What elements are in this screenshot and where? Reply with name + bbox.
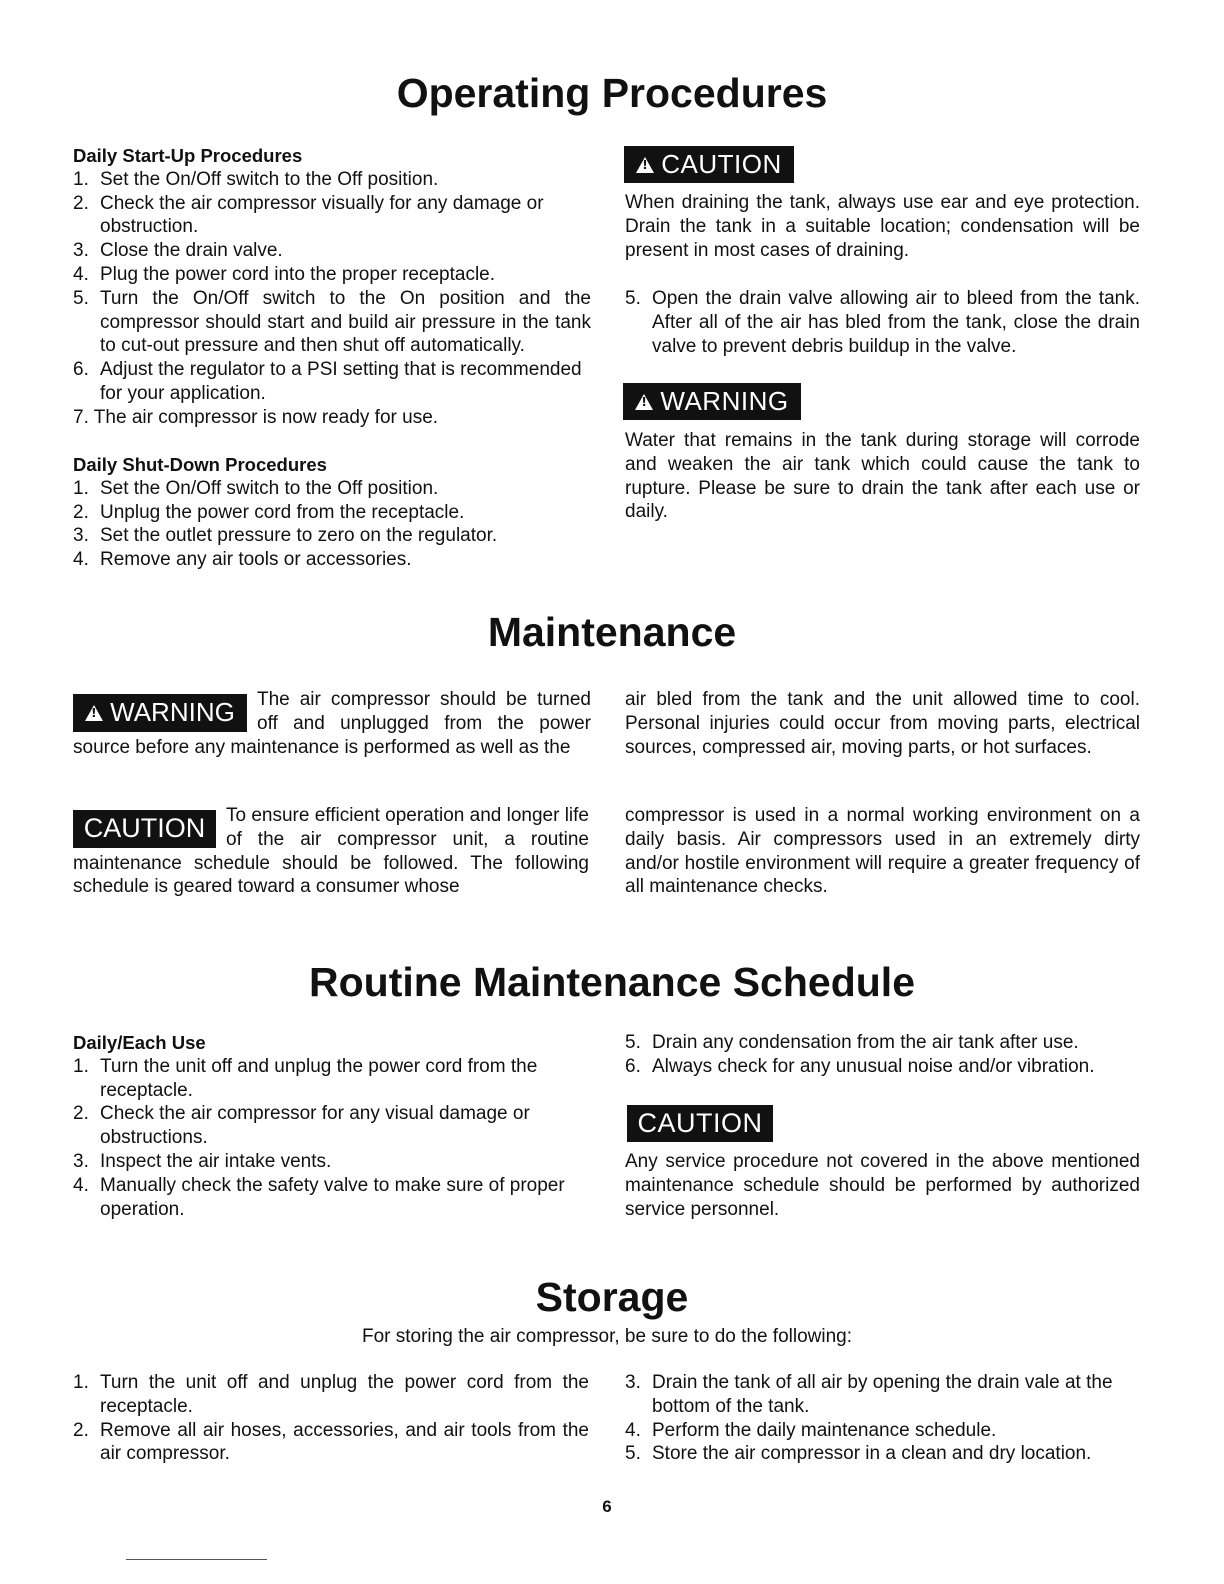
schedule-list bbox=[73, 1055, 591, 1222]
warning-triangle-icon bbox=[85, 705, 103, 721]
maintenance-caution-right: compressor is used in a normal working environment on a daily basis. Air compressors used in an extremely dirty and/or hostile environment will require a greater frequency of all maintenance checks. bbox=[625, 805, 1140, 898]
list-item: 1. Set the On/Off switch to the Off position. bbox=[73, 168, 439, 190]
list-item: 1. Turn the unit off and unplug the power cord from the receptacle. bbox=[73, 1055, 538, 1101]
list-item: 3. Inspect the air intake vents. bbox=[73, 1150, 332, 1172]
schedule-caution-text: Any service procedure not covered in the above mentioned maintenance schedule should be performed by authorized service personnel. bbox=[625, 1151, 1140, 1220]
list-item: 4. Perform the daily maintenance schedule. bbox=[625, 1419, 997, 1441]
startup-section bbox=[73, 144, 591, 430]
storage-title: Storage bbox=[535, 1274, 689, 1320]
list-item: 2. Remove all air hoses, accessories, and air tools from the air compressor. bbox=[73, 1419, 589, 1465]
startup-list bbox=[73, 168, 591, 430]
list-item: 1. Turn the unit off and unplug the power cord from the receptacle. bbox=[73, 1372, 589, 1417]
warning-badge: ! WARNING bbox=[623, 383, 801, 420]
caution-badge: CAUTION bbox=[627, 1105, 773, 1142]
list-item: 4. Plug the power cord into the proper receptacle. bbox=[73, 263, 496, 285]
maintenance-title: Maintenance bbox=[487, 609, 737, 655]
list-item: 2. Unplug the power cord from the receptacle. bbox=[73, 501, 465, 523]
footer-rule bbox=[126, 1559, 267, 1560]
startup-heading: Daily Start-Up Procedures bbox=[73, 145, 303, 166]
list-item: 5. Drain any condensation from the air tank after use. bbox=[625, 1032, 1079, 1053]
storage-intro: For storing the air compressor, be sure to do the following: bbox=[361, 1326, 853, 1347]
maintenance-warning-left: ! WARNING The air compressor should be turned off and unplugged from the power source before any maintenance is performed as well as the bbox=[73, 688, 591, 759]
storage-list bbox=[625, 1371, 1140, 1466]
storage-left bbox=[73, 1371, 589, 1466]
list-item: 2. Check the air compressor for any visual damage or obstructions. bbox=[73, 1103, 530, 1149]
list-item: 2. Check the air compressor visually for any damage or obstruction. bbox=[73, 192, 544, 238]
list-item: 5. Turn the On/Off switch to the On position and the compressor should start and build air pressure in the tank to cut-out pressure and then shut off automatically. bbox=[73, 287, 591, 357]
storage-right bbox=[625, 1371, 1140, 1466]
list-item: 4. Remove any air tools or accessories. bbox=[73, 549, 412, 571]
warning-triangle-icon bbox=[635, 394, 653, 410]
warning-triangle-icon bbox=[636, 157, 654, 173]
operating-title: Operating Procedures bbox=[396, 70, 828, 116]
shutdown-list bbox=[73, 477, 591, 572]
schedule-list bbox=[625, 1031, 1140, 1079]
list-item: 4. Manually check the safety valve to make sure of proper operation. bbox=[73, 1174, 565, 1220]
list-item: 1. Set the On/Off switch to the Off position. bbox=[73, 477, 439, 499]
shutdown-section bbox=[73, 453, 591, 572]
caution-badge: CAUTION bbox=[73, 810, 216, 848]
list-item: 7. The air compressor is now ready for use. bbox=[73, 406, 439, 428]
list-item: 3. Drain the tank of all air by opening the drain vale at the bottom of the tank. bbox=[625, 1372, 1113, 1417]
maintenance-warning-right: air bled from the tank and the unit allowed time to cool. Personal injuries could occur from moving parts, electrical sources, compressed air, moving parts, or hot surfaces. bbox=[625, 689, 1140, 758]
list-item: 3. Close the drain valve. bbox=[73, 240, 283, 262]
schedule-title: Routine Maintenance Schedule bbox=[309, 959, 915, 1005]
storage-list bbox=[73, 1371, 589, 1466]
warning-text: Water that remains in the tank during storage will corrode and weaken the air tank which could cause the tank to rupture. Please be sure to drain the tank after each use or daily. bbox=[625, 430, 1140, 523]
list-item: 6. Adjust the regulator to a PSI setting that is recommended for your application. bbox=[73, 359, 582, 404]
caution-text: When draining the tank, always use ear and eye protection. Drain the tank in a suitable location; condensation will be present in most cases of draining. bbox=[625, 192, 1140, 261]
list-item: 6. Always check for any unusual noise and/or vibration. bbox=[625, 1055, 1095, 1077]
list-item: 5. Open the drain valve allowing air to bleed from the tank. After all of the air has bled from the tank, close the drain valve to prevent debris buildup in the valve. bbox=[625, 288, 1140, 357]
schedule-left bbox=[73, 1031, 591, 1221]
caution-badge: ! CAUTION bbox=[624, 146, 794, 183]
daily-heading: Daily/Each Use bbox=[73, 1032, 206, 1053]
shutdown-heading: Daily Shut-Down Procedures bbox=[73, 454, 327, 475]
schedule-right bbox=[625, 1031, 1140, 1079]
drain-step bbox=[625, 287, 1140, 358]
warning-badge: ! WARNING bbox=[73, 694, 247, 732]
maintenance-caution-left: CAUTION To ensure efficient operation and longer life of the air compressor unit, a routine maintenance schedule should be followed. The following schedule is geared toward a consumer whose bbox=[73, 805, 590, 898]
list-item: 3. Set the outlet pressure to zero on the regulator. bbox=[73, 525, 498, 547]
page-number: 6 bbox=[602, 1497, 612, 1516]
list-item: 5. Store the air compressor in a clean and dry location. bbox=[625, 1443, 1092, 1465]
